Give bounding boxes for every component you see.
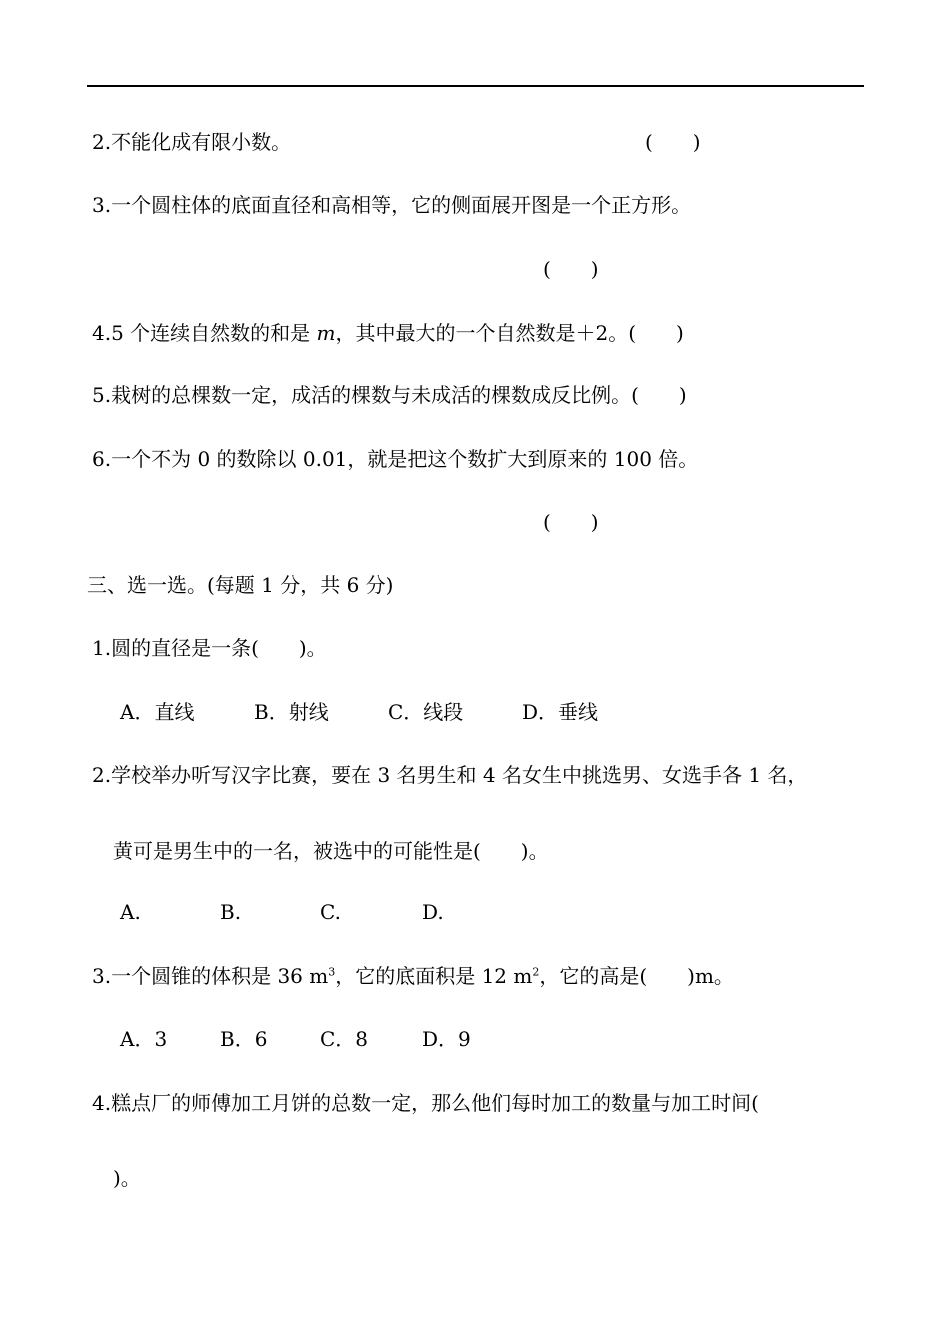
judge-q2-text: 2.不能化成有限小数。 [92,130,292,154]
choice-q3-part3: ，它的高是( )m。 [539,964,734,988]
choice-q4-text-line2: )。 [113,1166,141,1190]
choice-q2-option-d[interactable]: D. [422,900,444,924]
judge-q2-answer-blank[interactable]: ( ) [645,130,701,154]
choice-q2-option-c[interactable]: C. [320,900,341,924]
choice-q3-part2: ，它的底面积是 12 m [335,964,533,988]
choice-q2-text-line2: 黄可是男生中的一名，被选中的可能性是( )。 [113,839,549,863]
judge-q6-text: 6.一个不为 0 的数除以 0.01，就是把这个数扩大到原来的 100 倍。 [92,447,699,471]
choice-q3-sup2: 2 [532,965,540,979]
choice-q1-option-a[interactable]: A．直线 [120,700,195,724]
choice-q3-option-d[interactable]: D．9 [422,1027,471,1051]
choice-q1-text: 1.圆的直径是一条( )。 [92,636,327,660]
header-rule [87,85,864,87]
judge-q3-answer-blank[interactable]: ( ) [543,257,599,281]
choice-q3-option-b[interactable]: B．6 [220,1027,268,1051]
choice-q1-option-c[interactable]: C．线段 [388,700,464,724]
choice-q1-option-b[interactable]: B．射线 [254,700,329,724]
choice-q3-option-c[interactable]: C．8 [320,1027,369,1051]
choice-q4-text-line1: 4.糕点厂的师傅加工月饼的总数一定，那么他们每时加工的数量与加工时间( [92,1091,759,1115]
choice-q1-option-d[interactable]: D．垂线 [522,700,599,724]
judge-q3-text: 3.一个圆柱体的底面直径和高相等，它的侧面展开图是一个正方形。 [92,193,692,217]
choice-q3-text [92,964,734,988]
choice-q3-option-a[interactable]: A．3 [120,1027,168,1051]
choice-q2-option-b[interactable]: B. [220,900,242,924]
judge-q4-variable: m [316,321,336,345]
choice-q2-option-a[interactable]: A. [120,900,141,924]
choice-q2-text-line1: 2.学校举办听写汉字比赛，要在 3 名男生和 4 名女生中挑选男、女选手各 1 名， [92,763,808,787]
section3-heading: 三、选一选。(每题 1 分，共 6 分) [87,573,394,597]
judge-q6-answer-blank[interactable]: ( ) [543,510,599,534]
judge-q4-text [92,321,684,345]
judge-q4-pre: 4.5 个连续自然数的和是 [92,321,317,345]
choice-q3-sup1: 3 [328,965,336,979]
choice-q3-part1: 3.一个圆锥的体积是 36 m [92,964,329,988]
judge-q5-text: 5.栽树的总棵数一定，成活的棵数与未成活的棵数成反比例。( ) [92,383,687,407]
judge-q4-post: ，其中最大的一个自然数是＋2。( ) [335,321,684,345]
